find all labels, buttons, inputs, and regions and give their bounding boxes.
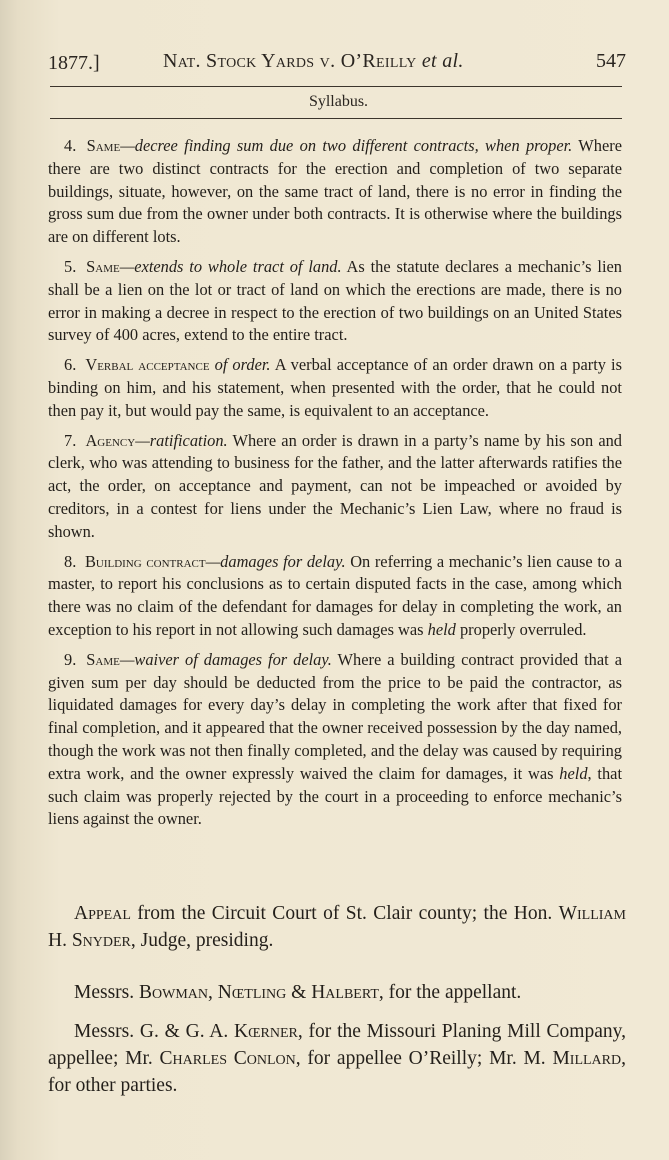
appeal-statement bbox=[48, 900, 626, 954]
judge-name: William H. Snyder bbox=[48, 903, 626, 951]
case-title-italic: et al. bbox=[421, 50, 464, 72]
item-subheading: of order. bbox=[209, 355, 271, 375]
item-heading: Agency bbox=[85, 430, 136, 450]
counsel-prefix: Messrs. bbox=[74, 982, 140, 1003]
item-text-italic: held bbox=[559, 763, 588, 783]
counsel-text: , for appellee O’Reilly; Mr. M. bbox=[295, 1048, 553, 1069]
item-subheading: —damages for delay. bbox=[205, 551, 346, 571]
item-text: As the statute declares a mechanic’s lien shall be a lien on the lot or tract of land on which the erections are made, there is no error in making a decree in respect to the erection of two buildings on an United States survey of 400 acres, extend to the entire tract. bbox=[48, 256, 622, 345]
item-subheading: —ratification. bbox=[135, 430, 228, 450]
item-subheading: —waiver of damages for delay. bbox=[119, 649, 332, 669]
appeal-text: from the Circuit Court of St. Clair county; the Hon. bbox=[130, 903, 559, 924]
item-heading: Same bbox=[86, 649, 120, 669]
item-heading: Building contract bbox=[84, 551, 206, 571]
syllabus-item-5 bbox=[48, 256, 622, 347]
item-number: 5. bbox=[64, 256, 77, 276]
item-number: 7. bbox=[64, 430, 77, 450]
counsel-prefix: Messrs. G. & G. A. bbox=[74, 1021, 235, 1042]
item-heading: Verbal acceptance bbox=[85, 355, 210, 375]
item-text: On referring a mechanic’s lien cause to a master, to report his conclusions as to certain disputed facts in the case, among which there was no claim of the defendant for damages for delay in completing the work, an exception to his report in not allowing such damages was bbox=[48, 551, 622, 639]
item-number: 4. bbox=[64, 136, 77, 155]
syllabus-item-6 bbox=[48, 354, 622, 422]
item-number: 9. bbox=[64, 649, 77, 669]
counsel-names: Bowman, Nœtling & Halbert bbox=[139, 982, 379, 1003]
syllabus-item-8 bbox=[48, 551, 622, 642]
bottom-rule bbox=[50, 118, 622, 119]
counsel-suffix: , for the appellant. bbox=[378, 982, 522, 1003]
item-subheading: —extends to whole tract of land. bbox=[119, 256, 342, 276]
running-head bbox=[48, 50, 626, 80]
appellee-counsel bbox=[48, 1018, 626, 1099]
appeal-lead: Appeal bbox=[74, 903, 131, 924]
page-number: 547 bbox=[596, 50, 626, 72]
item-heading: Same bbox=[86, 256, 120, 276]
item-text: Where a building contract provided that a given sum per day should be deducted from the price to be paid the contractor, as liquidated damages for every day’s delay in completing the work after that fixed for final completion, and it appeared that the owner received possession by the day named, though the work was not then finally completed, and the delay was caused by requiring extra work, and the owner expressly waived the claim for damages, it was bbox=[48, 649, 622, 783]
appellant-counsel bbox=[48, 979, 626, 1006]
syllabus-item-9 bbox=[48, 649, 622, 831]
item-text-end: , that such claim was properly rejected by the court in a proceeding to enforce mechanic’s liens against the owner. bbox=[48, 763, 622, 829]
item-text: Where there are two distinct contracts for the erection and completion of two separate buildings, situate, however, on the same tract of land, there is no error in finding the gross sum due from the owner under both contracts. It is otherwise where the buildings are on different lots. bbox=[48, 136, 622, 247]
item-number: 6. bbox=[64, 355, 77, 375]
counsel-text-end: , for other parties. bbox=[48, 1048, 626, 1096]
syllabus-item-4 bbox=[48, 135, 622, 249]
syllabus bbox=[48, 135, 622, 838]
item-text: A verbal acceptance of an order drawn on a party is binding on him, and his statement, when presented with the order, that he could not then pay it, but would pay the same, is equivalent to an acceptance. bbox=[48, 355, 622, 420]
item-heading: Same bbox=[86, 136, 121, 155]
item-number: 8. bbox=[64, 551, 77, 571]
appeal-text-end: , Judge, presiding. bbox=[130, 930, 274, 951]
item-text-italic: held bbox=[427, 619, 456, 639]
section-label: Syllabus. bbox=[308, 93, 369, 110]
case-title bbox=[163, 50, 464, 73]
top-rule bbox=[50, 86, 622, 87]
syllabus-item-7 bbox=[48, 430, 622, 544]
item-text-end: properly overruled. bbox=[455, 619, 587, 639]
counsel-name-conlon: Charles Conlon bbox=[159, 1048, 296, 1069]
counsel-name-millard: Millard bbox=[552, 1048, 622, 1069]
item-text: Where an order is drawn in a party’s name by his son and clerk, who was attending to business for the father, and the latter afterwards ratifies the act, the order, on acceptance and payment, can not be impeached or avoided by creditors, in a contest for liens under the Mechanic’s Lien Law, where no fraud is shown. bbox=[48, 430, 622, 541]
item-subheading: —decree finding sum due on two different contracts, when proper. bbox=[120, 136, 573, 155]
year: 1877.] bbox=[48, 52, 100, 74]
counsel-name-koerner: Kœrner bbox=[234, 1021, 298, 1042]
counsel-text: , for the Missouri Planing Mill Company, appellee; Mr. bbox=[48, 1021, 626, 1069]
case-title-main: Nat. Stock Yards v. O’Reilly bbox=[163, 50, 417, 72]
